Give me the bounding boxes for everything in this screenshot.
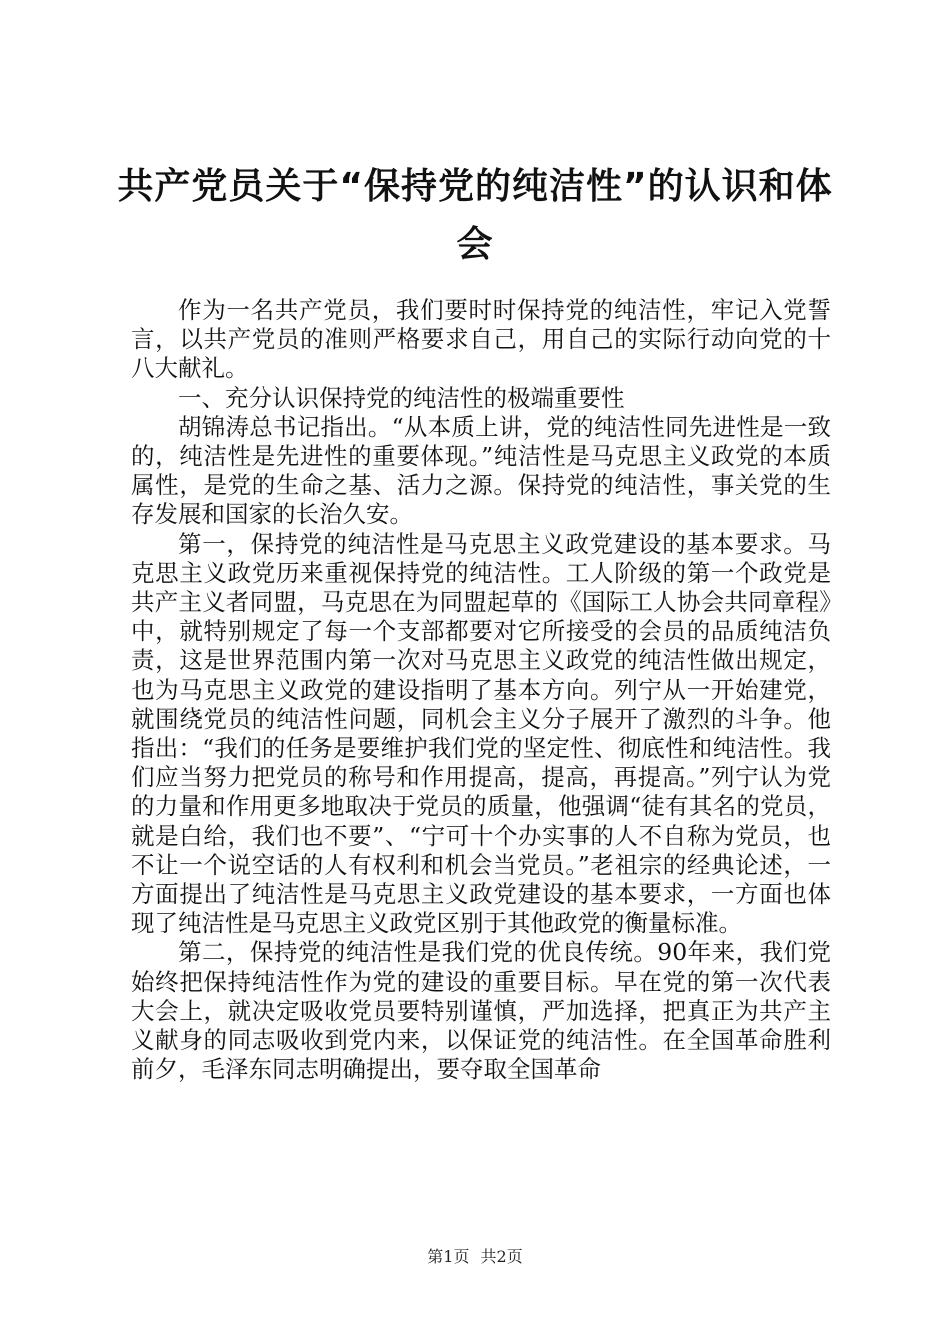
- paragraph-quote: 胡锦涛总书记指出。“从本质上讲，党的纯洁性同先进性是一致的，纯洁性是先进性的重要体现。”纯洁性是马克思主义政党的本质属性，是党的生命之基、活力之源。保持党的纯洁性，事关党的生存发展和国家的长治久安。: [131, 412, 831, 529]
- paragraph-second-point: 第二，保持党的纯洁性是我们党的优良传统。90年来，我们党始终把保持纯洁性作为党的建设的重要目标。早在党的第一次代表大会上，就决定吸收党员要特别谨慎，严加选择，把真正为共产主义献身的同志吸收到党内来，以保证党的纯洁性。在全国革命胜利前夕，毛泽东同志明确提出，要夺取全国革命: [131, 938, 831, 1084]
- page-total: 共2页: [480, 1247, 523, 1266]
- page-footer: [0, 1244, 950, 1267]
- paragraph-intro: 作为一名共产党员，我们要时时保持党的纯洁性，牢记入党誓言，以共产党员的准则严格要求自己，用自己的实际行动向党的十八大献礼。: [131, 296, 831, 383]
- page-number: 第1页: [427, 1247, 470, 1266]
- document-title: 共产党员关于“保持党的纯洁性”的认识和体会: [117, 166, 833, 265]
- document-body: [131, 296, 831, 1084]
- section-heading: 一、充分认识保持党的纯洁性的极端重要性: [178, 383, 625, 412]
- paragraph-first-point: 第一，保持党的纯洁性是马克思主义政党建设的基本要求。马克思主义政党历来重视保持党的纯洁性。工人阶级的第一个政党是共产主义者同盟，马克思在为同盟起草的《国际工人协会共同章程》中，就特别规定了每一个支部都要对它所接受的会员的品质纯洁负责，这是世界范围内第一次对马克思主义政党的纯洁性做出规定，也为马克思主义政党的建设指明了基本方向。列宁从一开始建党，就围绕党员的纯洁性问题，同机会主义分子展开了激烈的斗争。他指出：“我们的任务是要维护我们党的坚定性、彻底性和纯洁性。我们应当努力把党员的称号和作用提高，提高，再提高。”列宁认为党的力量和作用更多地取决于党员的质量，他强调“徒有其名的党员，就是白给，我们也不要”、“宁可十个办实事的人不自称为党员，也不让一个说空话的人有权利和机会当党员。”老祖宗的经典论述，一方面提出了纯洁性是马克思主义政党建设的基本要求，一方面也体现了纯洁性是马克思主义政党区别于其他政党的衡量标准。: [131, 529, 831, 938]
